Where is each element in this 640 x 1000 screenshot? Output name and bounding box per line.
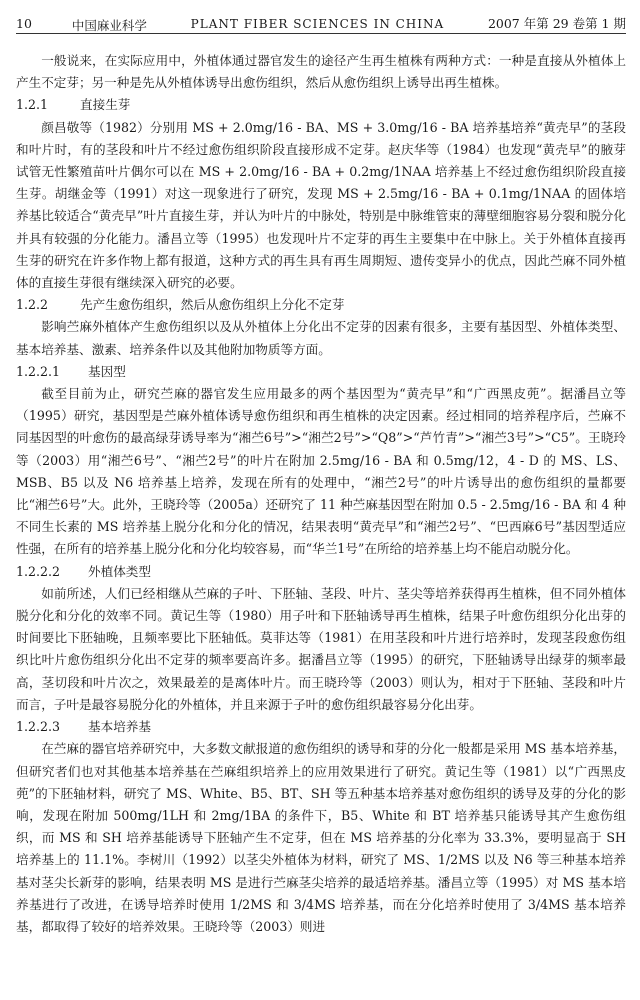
section-title: 直接生芽 [80, 97, 131, 113]
paragraph-1-2-2-2: 如前所述，人们已经相继从苎麻的子叶、下胚轴、茎段、叶片、茎尖等培养获得再生植株，但不同外植体脱分化和分化的效率不同。黄记生等（1980）用子叶和下胚轴诱导再生植株，结果子叶愈伤组织分化出芽的时间要比下胚轴晚，且频率要比下胚轴低。莫菲达等（1981）在用茎段和叶片进行培养时，发现茎段愈伤组织比叶片愈伤组织分化出不定芽的频率要高许多。据潘昌立等（1995）的研究，下胚轴诱导出绿芽的频率最高，茎切段和叶片次之，效果最差的是离体叶片。而王晓玲等（2003）则认为，相对于下胚轴、茎段和叶片而言，子叶是最容易脱分化的外植体，并且来源于子叶的愈伤组织最容易分化出芽。 [16, 585, 626, 712]
section-title: 外植体类型 [88, 563, 151, 579]
section-heading-1-2-2 [16, 294, 626, 316]
paragraph-1-2-2-3: 在苎麻的器官培养研究中，大多数文献报道的愈伤组织的诱导和芽的分化一般都是采用 MS 基本培养基，但研究者们也对其他基本培养基在苎麻组织培养上的应用效果进行了研究。黄记生等（1981）以“广西黑皮蔸”的下胚轴材料，研究了 MS、White、B5、BT、SH 等五种基本培养基对愈伤组织的诱导及芽的分化的影响，发现在附加 500mg/1LH 和 2mg/1BA 的条件下，B5、White 和 BT 培养基只能诱导其产生愈伤组织，而 MS 和 SH 培养基能诱导下胚轴产生不定芽，但在 MS 培养基的分化率为 33.3%，要明显高于 SH 培养基上的 11.1%。李树川（1992）以茎尖外植体为材料，研究了 MS、1/2MS 以及 N6 等三种基本培养基对茎尖长新芽的影响，结果表明 MS 是进行苎麻茎尖培养的最适培养基。潘昌立等（1995）对 MS 基本培养基进行了改进，在诱导培养时使用 1/2MS 和 3/4MS 培养基，而在分化培养时使用了 3/4MS 基本培养基，都取得了较好的培养效果。王晓玲等（2003）则进 [16, 741, 626, 934]
article-body [16, 34, 626, 938]
section-number: 1.2.1 [16, 97, 49, 113]
section-heading-1-2-2-2 [16, 561, 626, 583]
issue-info: 2007 年第 29 卷第 1 期 [487, 16, 626, 31]
section-number: 1.2.2.3 [16, 719, 61, 735]
section-number: 1.2.2.1 [16, 363, 61, 379]
section-number: 1.2.2 [16, 297, 49, 313]
section-number: 1.2.2.2 [16, 563, 61, 579]
paragraph-1-2-2: 影响苎麻外植体产生愈伤组织以及从外植体上分化出不定芽的因素有很多，主要有基因型、外植体类型、基本培养基、激素、培养条件以及其他附加物质等方面。 [16, 319, 626, 357]
section-title: 先产生愈伤组织，然后从愈伤组织上分化不定芽 [80, 297, 345, 313]
journal-name-cn: 中国麻业科学 [71, 18, 147, 33]
journal-name-en: PLANT FIBER SCIENCES IN CHINA [190, 17, 445, 31]
paragraph-1-2-2-1: 截至目前为止，研究苎麻的器官发生应用最多的两个基因型为“黄壳早”和“广西黑皮蔸”。据潘昌立等（1995）研究，基因型是苎麻外植体诱导愈伤组织和再生植株的决定因素。经过相同的培养程序后，苎麻不同基因型的叶愈伤的最高绿芽诱导率为“湘苎6号”>“湘苎2号”>“Q8”>“芦竹青”>“湘苎3号”>“C5”。王晓玲等（2003）用“湘苎6号”、“湘苎2号”的叶片在附加 2.5mg/16 - BA 和 0.5mg/12，4 - D 的 MS、LS、MSB、B5 以及 N6 培养基上培养，发现在所有的处理中，“湘苎2号”的叶片诱导出的愈伤组织的量都要比“湘苎6号”大。此外，王晓玲等（2005a）还研究了 11 种苎麻基因型在附加 0.5 - 2.5mg/16 - BA 和 4 种不同生长素的 MS 培养基上脱分化和分化的情况，结果表明“黄壳早”和“湘苎2号”、“巴西麻6号”基因型适应性强，在所有的培养基上脱分化和分化均较容易，而“华兰1号”在所给的培养基上均不能启动脱分化。 [16, 386, 626, 557]
section-title: 基本培养基 [88, 719, 151, 735]
section-heading-1-2-2-1 [16, 361, 626, 383]
paragraph-1-2-1: 颜昌敬等（1982）分别用 MS + 2.0mg/16 - BA、MS + 3.0mg/16 - BA 培养基培养“黄壳早”的茎段和叶片时，有的茎段和叶片不经过愈伤组织阶段直接形成不定芽。赵庆华等（1984）也发现“黄壳早”的腋芽试管无性繁殖苗叶片偶尔可以在 MS + 2.0mg/16 - BA + 0.2mg/1NAA 培养基上不经过愈伤组织阶段直接生芽。胡继金等（1991）对这一现象进行了研究，发现 MS + 2.5mg/16 - BA + 0.1mg/1NAA 的固体培养基比较适合“黄壳早”叶片直接生芽，并认为叶片的中脉处，特别是中脉维管束的薄壁细胞容易分裂和脱分化并具有较强的分化能力。潘昌立等（1995）也发现叶片不定芽的再生主要集中在中脉上。关于外植体直接再生芽的研究在许多作物上都有报道，这种方式的再生具有再生周期短、遗传变异小的优点，因此苎麻不同外植体的直接生芽很有继续深入研究的必要。 [16, 119, 626, 291]
section-heading-1-2-1 [16, 94, 626, 116]
page-number: 10 [16, 16, 32, 31]
intro-paragraph: 一般说来，在实际应用中，外植体通过器官发生的途径产生再生植株有两种方式：一种是直接从外植体上产生不定芽；另一种是先从外植体诱导出愈伤组织，然后从愈伤组织上诱导出再生植株。 [16, 53, 626, 91]
section-title: 基因型 [88, 363, 126, 379]
section-heading-1-2-2-3 [16, 716, 626, 738]
running-header [16, 0, 626, 34]
